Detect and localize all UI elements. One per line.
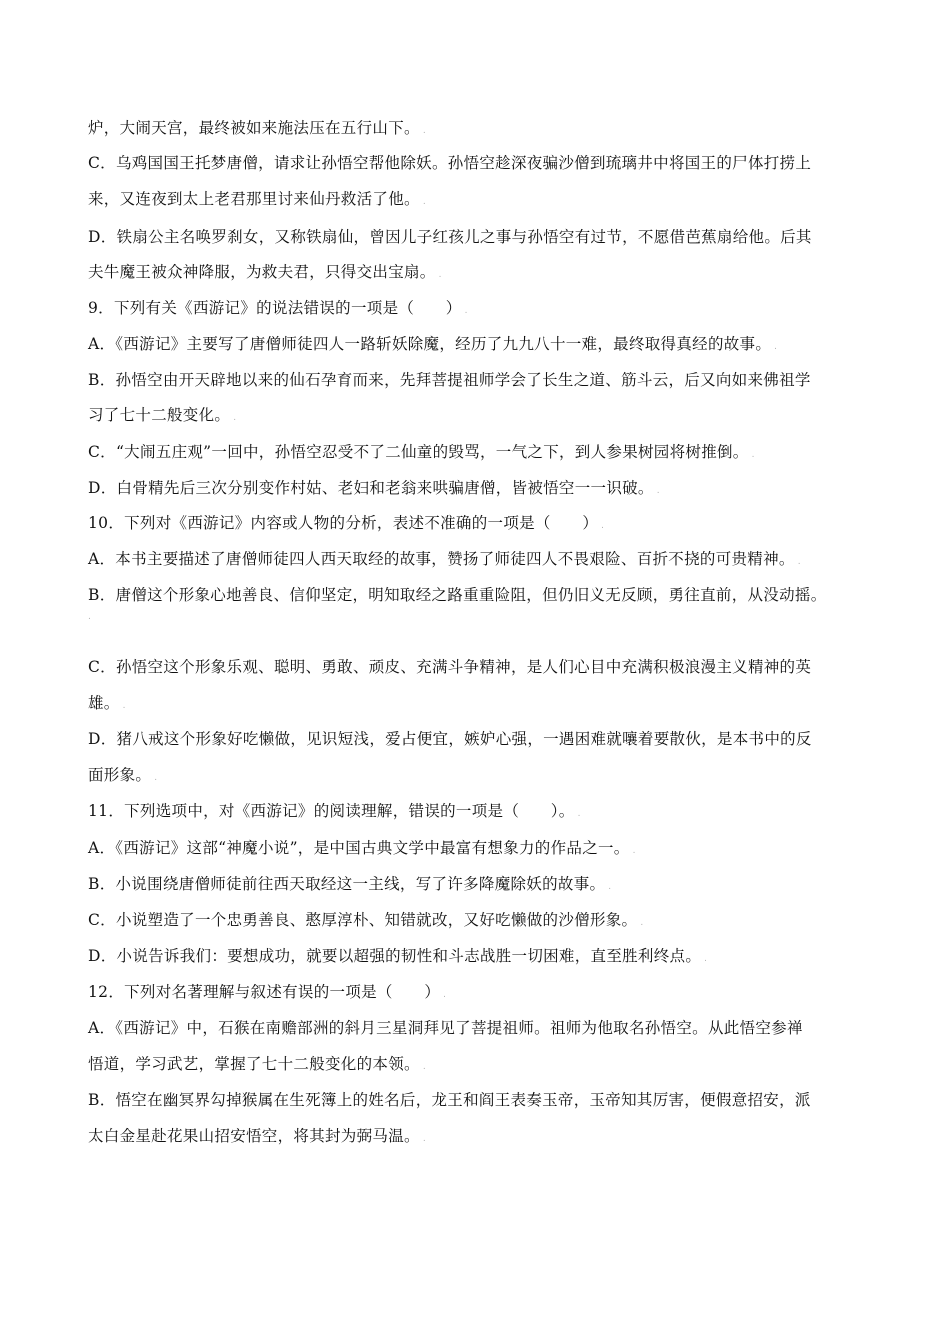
paragraph-mark: . (601, 521, 605, 531)
paragraph-mark: . (233, 413, 237, 423)
text-line (88, 227, 878, 247)
line-text: 面形象。 (88, 766, 152, 784)
paragraph-mark: . (797, 557, 801, 567)
paragraph-mark: . (608, 882, 612, 892)
line-text: C．孙悟空这个形象乐观、聪明、勇敢、顽皮、充满斗争精神，是人们心目中充满积极浪漫主义精神的英 (88, 658, 812, 676)
paragraph-mark: . (422, 1062, 426, 1072)
option-line (88, 838, 878, 861)
text-line (88, 153, 878, 173)
line-text: A．《西游记》这部“神魔小说”，是中国古典文学中最富有想象力的作品之一。 (88, 839, 630, 857)
paragraph-mark: . (464, 306, 468, 316)
line-text: A．《西游记》主要写了唐僧师徒四人一路斩妖除魔，经历了九九八十一难，最终取得真经的故事。 (88, 335, 772, 353)
line-text: B．唐僧这个形象心地善良、信仰坚定，明知取经之路重重险阻，但仍旧义无反顾，勇往直前，从没动摇。 (88, 586, 827, 604)
option-line (88, 874, 878, 897)
paragraph-mark: . (122, 701, 126, 711)
paragraph-mark: . (443, 990, 447, 1000)
option-line (88, 729, 878, 749)
question-heading (88, 513, 878, 536)
line-text: 12．下列对名著理解与叙述有误的一项是（ ） (88, 983, 441, 1001)
line-text: 悟道，学习武艺，掌握了七十二般变化的本领。 (88, 1055, 420, 1073)
option-line (88, 1018, 878, 1038)
option-line (88, 1054, 878, 1077)
line-text: C．“大闹五庄观”一回中，孙悟空忍受不了二仙童的毁骂，一气之下，到人参果树园将树推倒。 (88, 443, 749, 461)
option-line (88, 1090, 878, 1110)
paragraph-mark: . (154, 773, 158, 783)
paragraph-mark: . (422, 197, 426, 207)
option-line (88, 370, 878, 390)
line-text: 10．下列对《西游记》内容或人物的分析，表述不准确的一项是（ ） (88, 514, 599, 532)
line-text: D．白骨精先后三次分别变作村姑、老妇和老翁来哄骗唐僧，皆被悟空一一识破。 (88, 479, 654, 497)
line-text: 雄。 (88, 694, 120, 712)
line-text: B．小说围绕唐僧师徒前往西天取经这一主线，写了许多降魔除妖的故事。 (88, 875, 606, 893)
line-text: 11．下列选项中，对《西游记》的阅读理解，错误的一项是（ ）。 (88, 802, 575, 820)
paragraph-mark: . (632, 846, 636, 856)
option-line (88, 946, 878, 969)
option-line (88, 478, 878, 501)
paragraph-mark: . (422, 1134, 426, 1144)
paragraph-mark: . (751, 450, 755, 460)
paragraph-mark: . (704, 954, 708, 964)
line-text: 来，又连夜到太上老君那里讨来仙丹救活了他。 (88, 190, 420, 208)
question-heading (88, 982, 878, 1005)
option-line (88, 334, 878, 357)
paragraph-mark: . (88, 612, 91, 622)
text-line (88, 118, 878, 141)
question-heading (88, 298, 878, 321)
line-text: 习了七十二般变化。 (88, 406, 231, 424)
line-text: C．乌鸡国国王托梦唐僧，请求让孙悟空帮他除妖。孙悟空趁深夜骗沙僧到琉璃井中将国王的尸体打捞上 (88, 154, 812, 172)
line-text: A．本书主要描述了唐僧师徒四人西天取经的故事，赞扬了师徒四人不畏艰险、百折不挠的可贵精神。 (88, 550, 795, 568)
paragraph-mark: . (640, 918, 644, 928)
option-line (88, 693, 878, 716)
line-text: B．孙悟空由开天辟地以来的仙石孕育而来，先拜菩提祖师学会了长生之道、筋斗云，后又向如来佛祖学 (88, 371, 811, 389)
option-line (88, 442, 878, 465)
line-text: 炉，大闹天宫，最终被如来施法压在五行山下。 (88, 119, 420, 137)
text-line (88, 262, 878, 285)
option-line (88, 585, 878, 605)
line-text: D．小说告诉我们：要想成功，就要以超强的韧性和斗志战胜一切困难，直至胜利终点。 (88, 947, 702, 965)
option-line (88, 910, 878, 933)
option-line (88, 1126, 878, 1149)
paragraph-mark: . (422, 126, 426, 136)
line-text: C．小说塑造了一个忠勇善良、憨厚淳朴、知错就改，又好吃懒做的沙僧形象。 (88, 911, 638, 929)
paragraph-mark: . (438, 270, 442, 280)
line-text: D．铁扇公主名唤罗刹女，又称铁扇仙，曾因儿子红孩儿之事与孙悟空有过节，不愿借芭蕉扇给他。后其 (88, 228, 812, 246)
option-line (88, 549, 878, 572)
line-text: B．悟空在幽冥界勾掉猴属在生死簿上的姓名后，龙王和阎王表奏玉帝，玉帝知其厉害，便假意招安，派 (88, 1091, 811, 1109)
text-line (88, 189, 878, 212)
paragraph-mark: . (774, 342, 778, 352)
question-heading (88, 801, 878, 824)
option-line (88, 657, 878, 677)
line-text: 太白金星赴花果山招安悟空，将其封为弼马温。 (88, 1127, 420, 1145)
line-text: 9．下列有关《西游记》的说法错误的一项是（ ） (88, 299, 462, 317)
paragraph-mark: . (577, 809, 581, 819)
option-line (88, 765, 878, 788)
line-text: D．猪八戒这个形象好吃懒做，见识短浅，爱占便宜，嫉妒心强，一遇困难就嚷着要散伙，是本书中的反 (88, 730, 812, 748)
line-text: 夫牛魔王被众神降服，为救夫君，只得交出宝扇。 (88, 263, 436, 281)
line-text: A．《西游记》中，石猴在南赡部洲的斜月三星洞拜见了菩提祖师。祖师为他取名孙悟空。从此悟空参禅 (88, 1019, 803, 1037)
paragraph-mark: . (656, 486, 660, 496)
option-line (88, 405, 878, 428)
